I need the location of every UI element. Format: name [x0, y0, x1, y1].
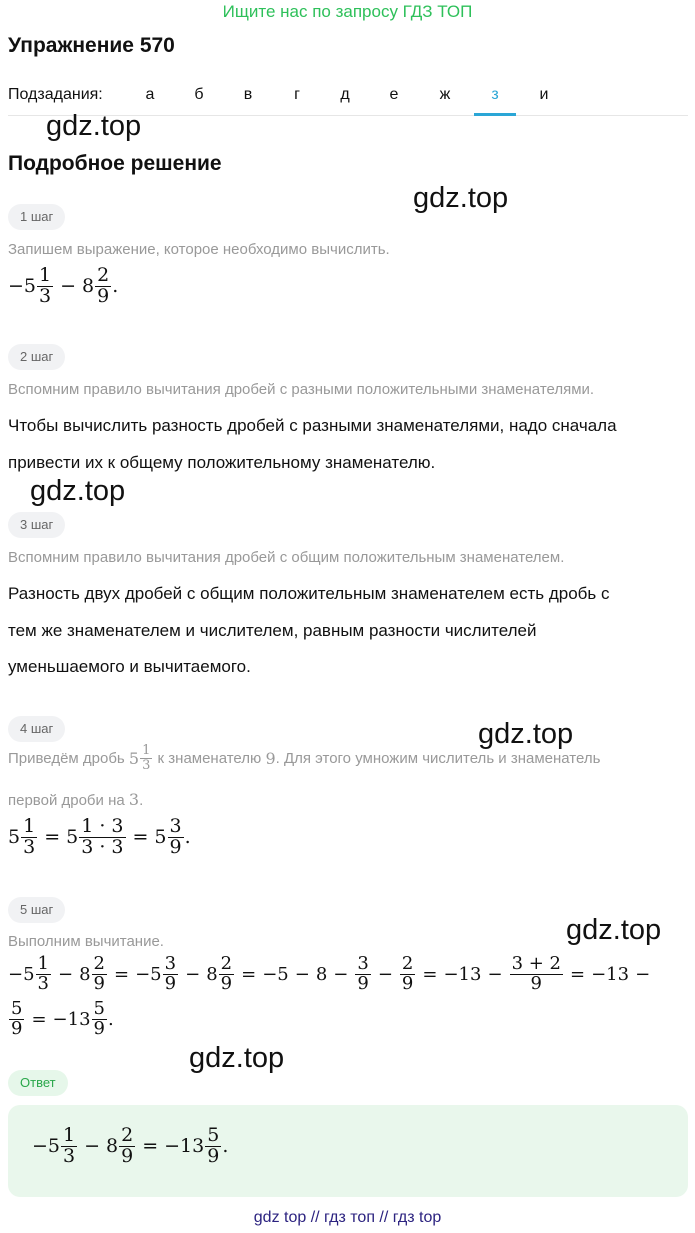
math-expression: [8, 1000, 114, 1039]
math-term: −5: [135, 963, 162, 985]
math-term: −5: [8, 275, 37, 298]
footer-links[interactable]: gdz top // гдз топ // гдз top: [253, 1209, 442, 1226]
tab-b[interactable]: б: [194, 86, 204, 103]
watermark: gdz.top: [30, 475, 126, 507]
numerator: 1: [39, 264, 52, 286]
math-term: 5: [154, 826, 167, 849]
answer-expression: [32, 1126, 228, 1167]
rule-text: Чтобы вычислить разность дробей с разными знаменателями, надо сначала: [8, 416, 617, 435]
tab-e[interactable]: е: [389, 86, 399, 103]
numerator: 5: [93, 998, 105, 1019]
denominator: 9: [207, 1144, 220, 1167]
equals-sign: =: [132, 826, 149, 849]
step-badge: 5 шаг: [8, 897, 65, 923]
math-term: 3: [128, 790, 140, 809]
equals-sign: =: [142, 1135, 159, 1158]
denominator: 3: [142, 757, 151, 773]
step-note: Запишем выражение, которое необходимо вычислить.: [8, 241, 390, 258]
step-note: Вспомним правило вычитания дробей с разными положительными знаменателями.: [8, 381, 595, 398]
fraction: [400, 955, 415, 994]
tab-d[interactable]: д: [340, 86, 350, 103]
math-expression: [8, 266, 118, 307]
math-term: 8: [79, 963, 91, 985]
fraction: [168, 817, 184, 858]
minus-sign: −: [635, 963, 651, 985]
period: .: [222, 1135, 229, 1158]
section-title: Подробное решение: [8, 152, 222, 175]
equals-sign: =: [31, 1008, 47, 1030]
numerator: 3 + 2: [511, 953, 561, 974]
step-note: [8, 744, 600, 772]
fraction: [355, 955, 370, 994]
denominator: 9: [93, 1017, 105, 1039]
equals-sign: =: [570, 963, 586, 985]
math-term: 5: [128, 748, 140, 768]
equals-sign: =: [241, 963, 257, 985]
fraction: [95, 266, 111, 307]
step-note: Вспомним правило вычитания дробей с общим положительным знаменателем.: [8, 549, 565, 566]
note-text: . Для этого умножим числитель и знаменатель: [275, 749, 601, 767]
denominator: 3: [39, 284, 52, 307]
math-term: −13: [591, 963, 630, 985]
page-title: Упражнение 570: [8, 34, 175, 57]
minus-sign: −: [333, 963, 349, 985]
fraction: [205, 1126, 221, 1167]
numerator: 1: [23, 815, 36, 837]
math-term: 8: [206, 963, 218, 985]
fraction: [219, 955, 234, 994]
math-term: −13: [443, 963, 482, 985]
fraction: [21, 817, 37, 858]
numerator: 1 · 3: [81, 815, 124, 837]
numerator: 2: [401, 953, 414, 974]
denominator: 9: [530, 972, 542, 994]
fraction: [92, 955, 107, 994]
step-badge: 2 шаг: [8, 344, 65, 370]
equals-sign: =: [114, 963, 130, 985]
math-term: 5: [8, 826, 21, 849]
denominator: 3: [37, 972, 49, 994]
denominator: 9: [164, 972, 177, 994]
minus-sign: −: [185, 963, 201, 985]
math-term: 9: [265, 748, 276, 768]
denominator: 9: [93, 972, 105, 994]
fraction: [119, 1126, 135, 1167]
numerator: 5: [207, 1124, 220, 1146]
math-term: 5: [66, 826, 79, 849]
numerator: 2: [93, 953, 105, 974]
numerator: 1: [63, 1124, 76, 1146]
numerator: 3: [164, 953, 177, 974]
watermark: gdz.top: [566, 914, 662, 946]
denominator: 9: [11, 1017, 23, 1039]
fraction: [140, 744, 152, 772]
fraction: [37, 266, 53, 307]
step-note: Выполним вычитание.: [8, 933, 164, 950]
tab-v[interactable]: в: [243, 86, 253, 103]
numerator: 1: [37, 953, 49, 974]
fraction: [79, 817, 125, 858]
math-term: −5: [32, 1135, 61, 1158]
tab-zh[interactable]: ж: [439, 86, 451, 103]
math-term: 8: [106, 1135, 119, 1158]
numerator: 2: [97, 264, 110, 286]
fraction: [163, 955, 178, 994]
minus-sign: −: [58, 963, 74, 985]
math-term: −5: [8, 963, 35, 985]
period: .: [139, 792, 144, 809]
denominator: 9: [220, 972, 233, 994]
denominator: 9: [97, 284, 110, 307]
rule-text: уменьшаемого и вычитаемого.: [8, 657, 251, 676]
math-term: 8: [82, 275, 95, 298]
rule-text: тем же знаменателем и числителем, равным разности числителей: [8, 621, 537, 640]
minus-sign: −: [377, 963, 393, 985]
equals-sign: =: [44, 826, 61, 849]
tab-z[interactable]: з: [474, 86, 516, 116]
answer-badge: Ответ: [8, 1070, 68, 1096]
period: .: [108, 1008, 114, 1030]
step-badge: 4 шаг: [8, 716, 65, 742]
denominator: 3: [63, 1144, 76, 1167]
numerator: 3: [169, 815, 182, 837]
note-text: к знаменателю: [157, 749, 262, 767]
tab-a[interactable]: а: [145, 86, 155, 103]
numerator: 3: [357, 953, 369, 974]
watermark: gdz.top: [478, 718, 574, 750]
watermark: gdz.top: [189, 1042, 285, 1074]
watermark: gdz.top: [46, 110, 142, 142]
math-term: −5: [262, 963, 289, 985]
step-badge: 1 шаг: [8, 204, 65, 230]
top-banner[interactable]: Ищите нас по запросу ГДЗ ТОП: [222, 2, 473, 21]
denominator: 3: [23, 835, 36, 858]
numerator: 2: [220, 953, 233, 974]
denominator: 9: [169, 835, 182, 858]
fraction: [9, 1000, 24, 1039]
rule-text: привести их к общему положительному знаменателю.: [8, 453, 436, 472]
step-note: [8, 790, 143, 809]
fraction: [36, 955, 51, 994]
numerator: 1: [142, 743, 151, 758]
step-badge: 3 шаг: [8, 512, 65, 538]
period: .: [112, 275, 119, 298]
denominator: 9: [121, 1144, 134, 1167]
note-text: первой дроби на: [8, 792, 125, 809]
subtasks-label: Подзадания:: [8, 86, 103, 103]
fraction: [92, 1000, 107, 1039]
math-term: −13: [52, 1008, 91, 1030]
minus-sign: −: [84, 1135, 101, 1158]
math-expression: [8, 817, 191, 858]
denominator: 9: [401, 972, 414, 994]
numerator: 2: [121, 1124, 134, 1146]
math-term: −13: [164, 1135, 205, 1158]
minus-sign: −: [60, 275, 77, 298]
tab-g[interactable]: г: [294, 86, 300, 103]
math-expression: [8, 955, 656, 994]
denominator: 3 · 3: [81, 835, 124, 858]
tab-i[interactable]: и: [539, 86, 549, 103]
minus-sign: −: [487, 963, 503, 985]
fraction: [61, 1126, 77, 1167]
note-text: Приведём дробь: [8, 749, 125, 767]
denominator: 9: [357, 972, 369, 994]
fraction: [510, 955, 563, 994]
numerator: 5: [11, 998, 23, 1019]
watermark: gdz.top: [413, 182, 509, 214]
minus-sign: −: [294, 963, 310, 985]
period: .: [184, 826, 191, 849]
equals-sign: =: [422, 963, 438, 985]
rule-text: Разность двух дробей с общим положительным знаменателем есть дробь с: [8, 584, 610, 603]
math-term: 8: [315, 963, 328, 985]
